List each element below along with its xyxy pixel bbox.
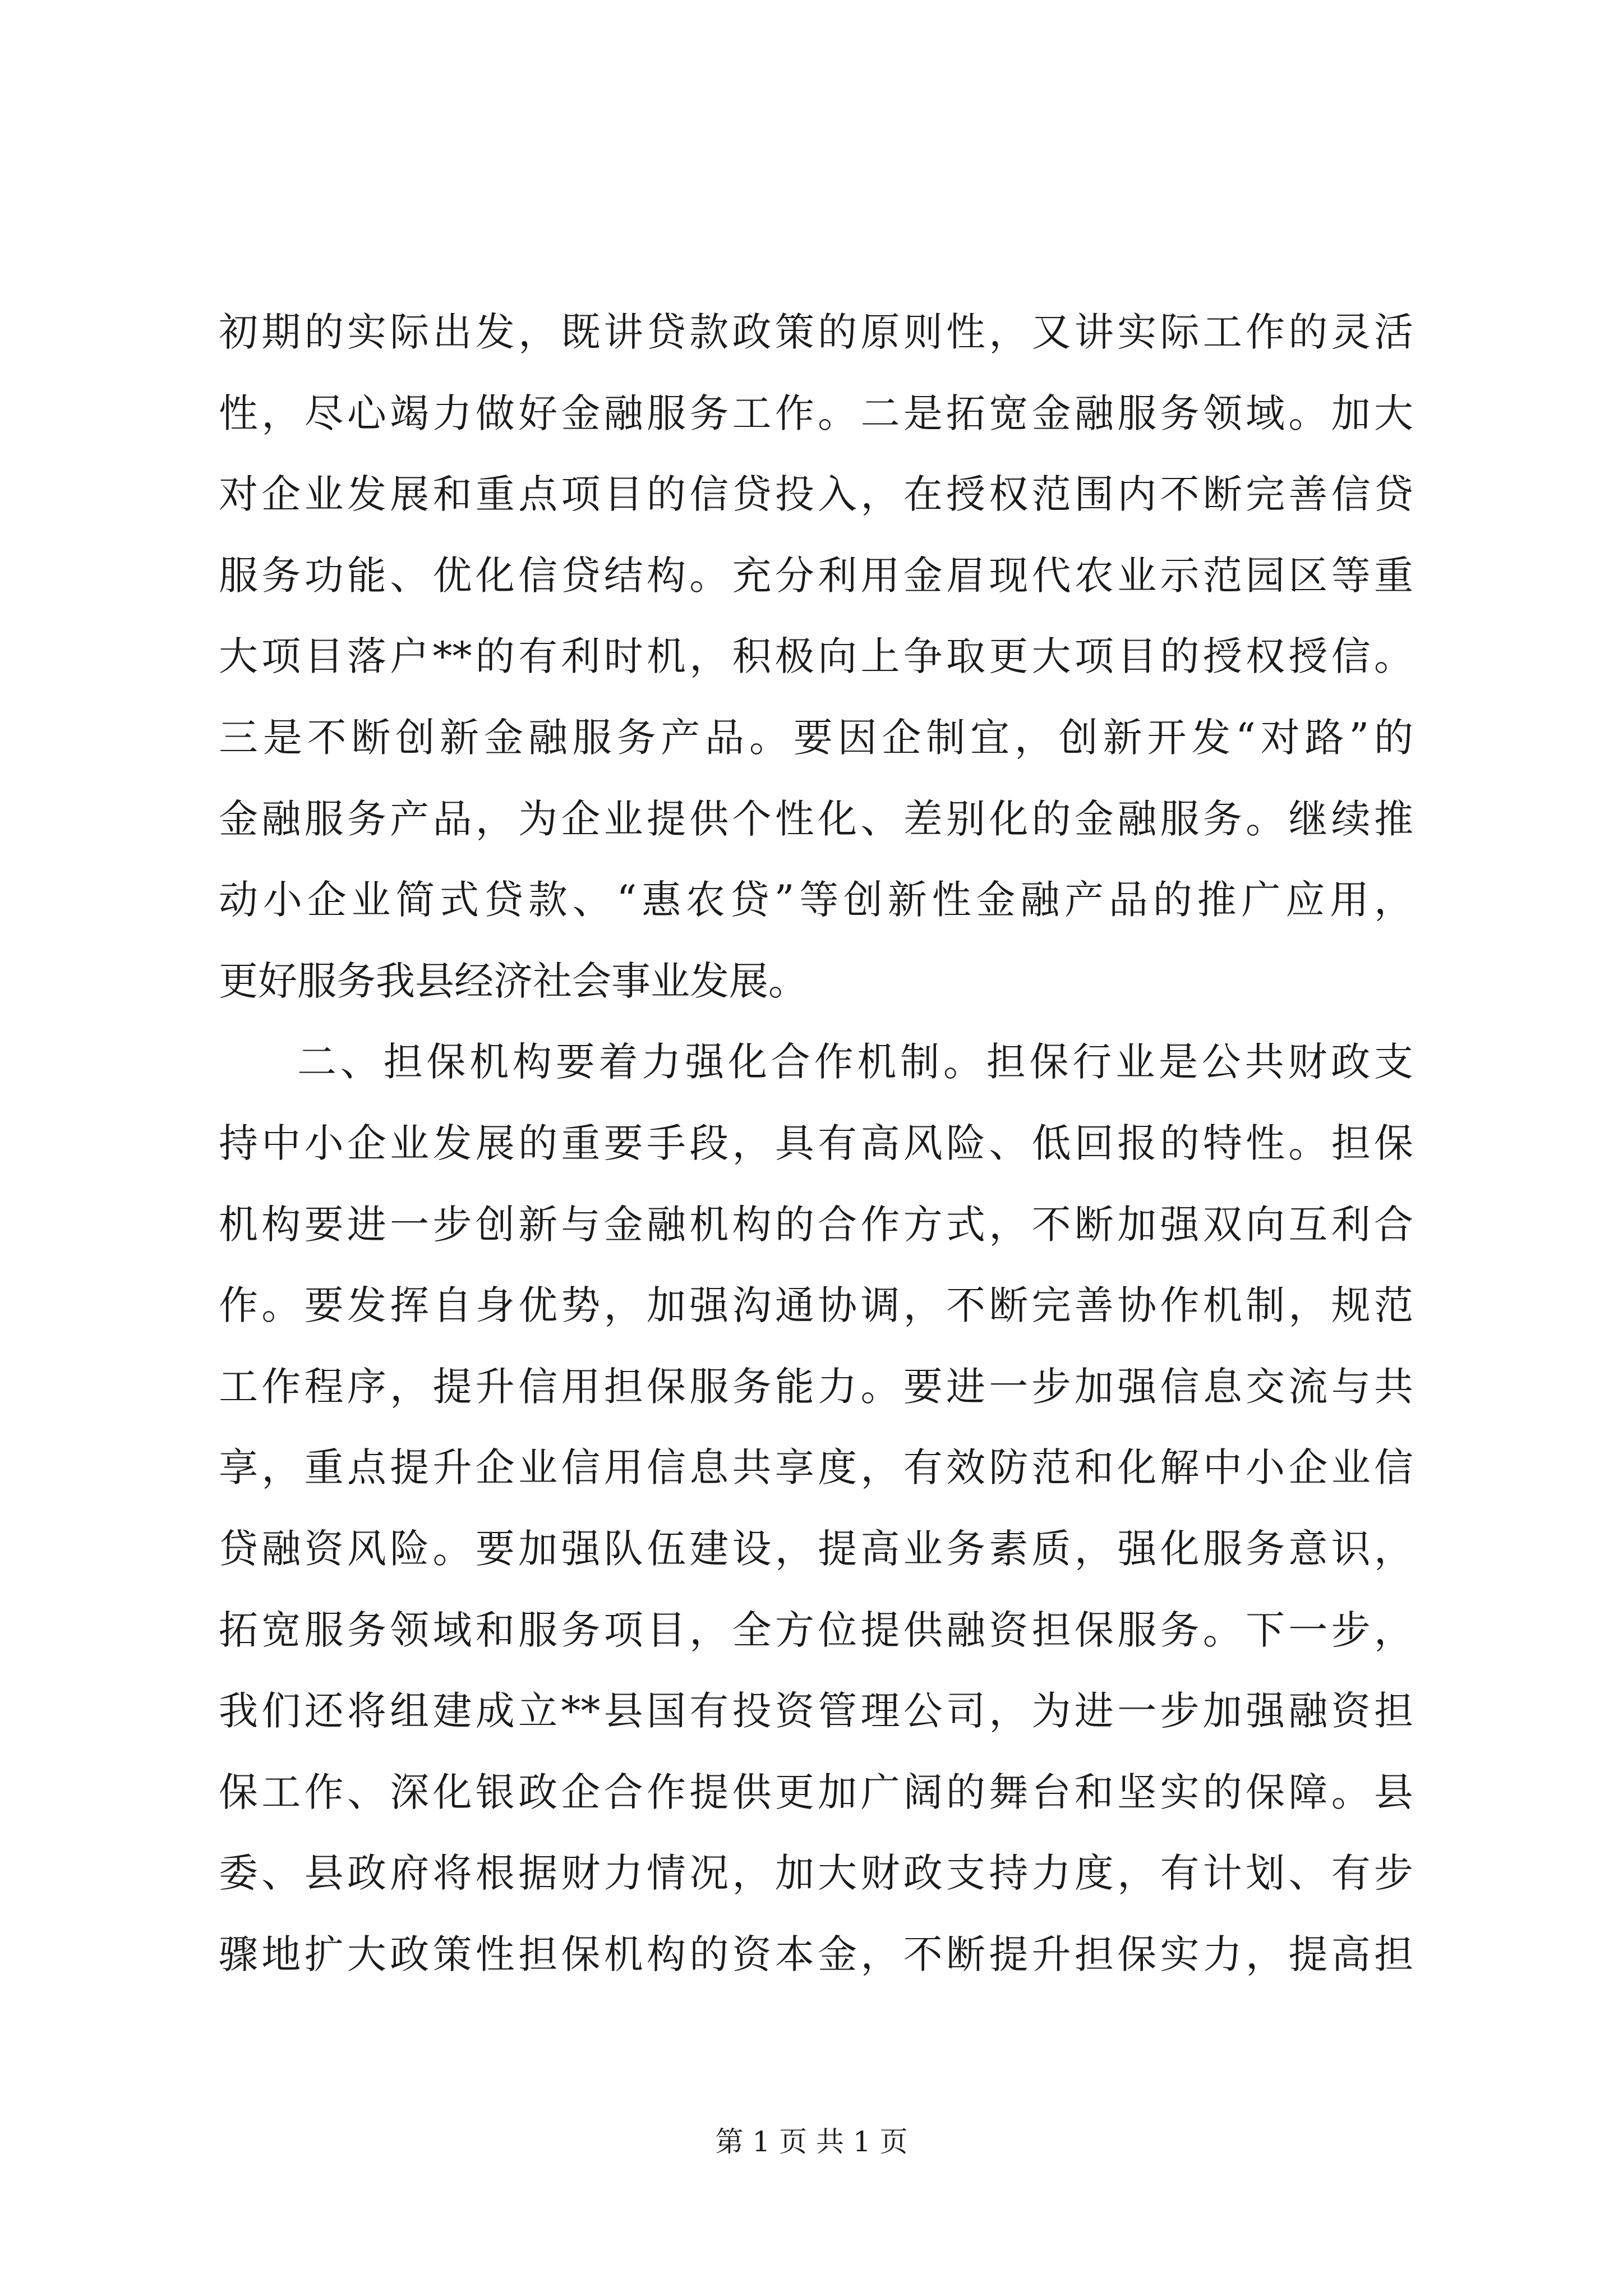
document-body xyxy=(219,292,1413,1995)
text-line: 初期的实际出发，既讲贷款政策的原则性，又讲实际工作的灵活 xyxy=(219,309,1413,355)
text-line: 贷融资风险。要加强队伍建设，提高业务素质，强化服务意识， xyxy=(219,1525,1413,1572)
text-line: 拓宽服务领域和服务项目，全方位提供融资担保服务。下一步， xyxy=(219,1607,1413,1653)
text-line: 性，尽心竭力做好金融服务工作。二是拓宽金融服务领域。加大 xyxy=(219,390,1413,436)
text-line: 机构要进一步创新与金融机构的合作方式，不断加强双向互利合 xyxy=(219,1201,1413,1248)
text-line: 服务功能、优化信贷结构。充分利用金眉现代农业示范园区等重 xyxy=(219,552,1413,599)
text-line: 保工作、深化银政企合作提供更加广阔的舞台和坚实的保障。县 xyxy=(219,1769,1413,1815)
text-line: 委、县政府将根据财力情况，加大财政支持力度，有计划、有步 xyxy=(219,1850,1413,1897)
text-line: 三是不断创新金融服务产品。要因企制宜，创新开发“对路”的 xyxy=(219,714,1413,761)
text-line: 享，重点提升企业信用信息共享度，有效防范和化解中小企业信 xyxy=(219,1444,1413,1491)
text-line: 金融服务产品，为企业提供个性化、差别化的金融服务。继续推 xyxy=(219,795,1413,842)
text-line: 持中小企业发展的重要手段，具有高风险、低回报的特性。担保 xyxy=(219,1120,1413,1166)
text-line: 作。要发挥自身优势，加强沟通协调，不断完善协作机制，规范 xyxy=(219,1282,1413,1329)
text-line: 大项目落户**的有利时机，积极向上争取更大项目的授权授信。 xyxy=(219,633,1413,680)
page-footer: 第 1 页 共 1 页 xyxy=(715,2125,908,2158)
text-line: 工作程序，提升信用担保服务能力。要进一步加强信息交流与共 xyxy=(219,1363,1413,1410)
text-line: 对企业发展和重点项目的信贷投入，在授权范围内不断完善信贷 xyxy=(219,471,1413,518)
text-line: 我们还将组建成立**县国有投资管理公司，为进一步加强融资担 xyxy=(219,1688,1413,1734)
text-line: 骤地扩大政策性担保机构的资本金，不断提升担保实力，提高担 xyxy=(219,1931,1413,1977)
text-line: 动小企业简式贷款、“惠农贷”等创新性金融产品的推广应用， xyxy=(219,877,1413,923)
paragraph-start-line: 二、担保机构要着力强化合作机制。担保行业是公共财政支 xyxy=(297,1039,1413,1085)
paragraph-end-line: 更好服务我县经济社会事业发展。 xyxy=(219,958,808,1004)
